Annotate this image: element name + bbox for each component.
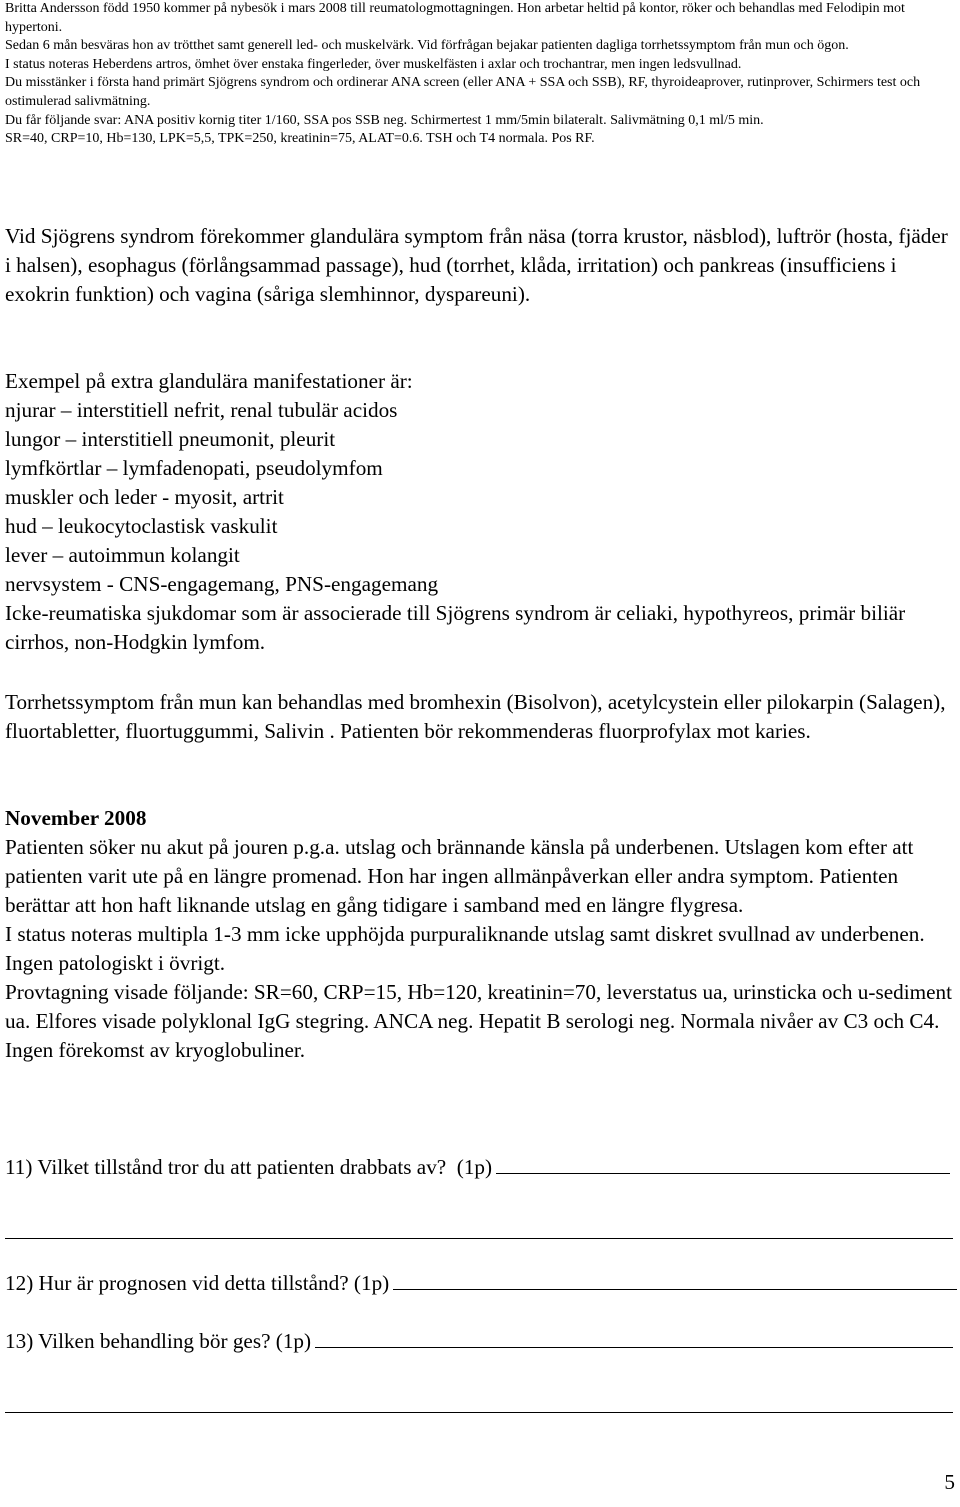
manifestation-item: lymfkörtlar – lymfadenopati, pseudolymfom bbox=[5, 456, 383, 480]
answer-line[interactable] bbox=[315, 1327, 953, 1348]
november-paragraph: Patienten söker nu akut på jouren p.g.a. utslag och brännande känsla på underbenen. Utslagen kom efter att patienten varit ute på en längre promenad. Hon har ingen allmänpåverkan eller andra symptom. Patienten berättar att hon haft liknande utslag en gång tidigare i samband med en längre flygresa. bbox=[5, 835, 914, 917]
manifestation-item: lever – autoimmun kolangit bbox=[5, 543, 240, 567]
answer-line[interactable] bbox=[496, 1153, 950, 1174]
associated-diseases-text: Icke-reumatiska sjukdomar som är associerade till Sjögrens syndrom är celiaki, hypothyreos, primär biliär cirrhos, non-Hodgkin lymfom. bbox=[5, 601, 906, 654]
november-heading: November 2008 bbox=[5, 806, 147, 830]
manifestations-heading: Exempel på extra glandulära manifestationer är: bbox=[5, 369, 413, 393]
dryness-treatment-paragraph: Torrhetssymptom från mun kan behandlas med bromhexin (Bisolvon), acetylcystein eller pilokarpin (Salagen), fluortabletter, fluortuggummi, Salivin . Patienten bör rekommenderas fluorprofylax mot karies. bbox=[5, 690, 946, 743]
extraglandular-manifestations bbox=[5, 367, 955, 657]
intro-paragraph: I status noteras Heberdens artros, ömhet över enstaka fingerleder, över muskelfästen i axlar och trochantrar, men ingen ledsvullnad. bbox=[5, 56, 742, 72]
case-intro bbox=[5, 0, 957, 149]
intro-paragraph: SR=40, CRP=10, Hb=130, LPK=5,5, TPK=250, kreatinin=75, ALAT=0.6. TSH och T4 normala. Pos RF. bbox=[5, 131, 595, 147]
page-number: 5 bbox=[944, 1470, 955, 1494]
intro-paragraph: Britta Andersson född 1950 kommer på nybesök i mars 2008 till reumatologmottagningen. Hon arbetar heltid på kontor, röker och behandlas med Felodipin mot hypertoni. bbox=[5, 1, 905, 35]
intro-paragraph: Du misstänker i första hand primärt Sjögrens syndrom och ordinerar ANA screen (eller ANA + SSA och SSB), RF, thyroideaprover, rutinprover, Schirmers test och ostimulerad salivmätning. bbox=[5, 75, 921, 109]
question-13 bbox=[5, 1327, 953, 1356]
manifestation-item: muskler och leder - myosit, artrit bbox=[5, 485, 284, 509]
manifestation-item: hud – leukocytoclastisk vaskulit bbox=[5, 514, 278, 538]
question-text: 11) Vilket tillstånd tror du att patienten drabbats av? (1p) bbox=[5, 1155, 493, 1179]
november-case bbox=[5, 833, 955, 1065]
question-11 bbox=[5, 1153, 950, 1182]
question-12 bbox=[5, 1269, 957, 1298]
answer-line[interactable] bbox=[393, 1269, 957, 1290]
november-paragraph: I status noteras multipla 1-3 mm icke upphöjda purpuraliknande utslag samt diskret svullnad av underbenen. Ingen patologiskt i övrigt. bbox=[5, 922, 925, 975]
question-text: 12) Hur är prognosen vid detta tillstånd? (1p) bbox=[5, 1271, 390, 1295]
november-paragraph: Provtagning visade följande: SR=60, CRP=15, Hb=120, kreatinin=70, leverstatus ua, urinsticka och u-sediment ua. Elfores visade polyklonal IgG stegring. ANCA neg. Hepatit B serologi neg. Normala nivåer av C3 och C4. Ingen förekomst av kryoglobuliner. bbox=[5, 980, 952, 1062]
question-text: 13) Vilken behandling bör ges? (1p) bbox=[5, 1329, 312, 1353]
manifestation-item: nervsystem - CNS-engagemang, PNS-engagemang bbox=[5, 572, 439, 596]
manifestation-item: njurar – interstitiell nefrit, renal tubulär acidos bbox=[5, 398, 398, 422]
intro-paragraph: Du får följande svar: ANA positiv kornig titer 1/160, SSA pos SSB neg. Schirmertest 1 mm/5min bilateralt. Salivmätning 0,1 ml/5 min. bbox=[5, 112, 764, 128]
intro-paragraph: Sedan 6 mån besväras hon av trötthet samt generell led- och muskelvärk. Vid förfrågan bejakar patienten dagliga torrhetssymptom från mun och ögon. bbox=[5, 38, 849, 54]
answer-line[interactable] bbox=[5, 1238, 953, 1239]
answer-line[interactable] bbox=[5, 1412, 953, 1413]
manifestation-item: lungor – interstitiell pneumonit, pleurit bbox=[5, 427, 336, 451]
glandular-symptoms-paragraph: Vid Sjögrens syndrom förekommer glandulära symptom från näsa (torra krustor, näsblod), luftrör (hosta, fjäder i halsen), esophagus (förlångsammad passage), hud (torrhet, klåda, irritation) och pankreas (insufficiens i exokrin funktion) och vagina (såriga slemhinnor, dyspareuni). bbox=[5, 224, 948, 306]
